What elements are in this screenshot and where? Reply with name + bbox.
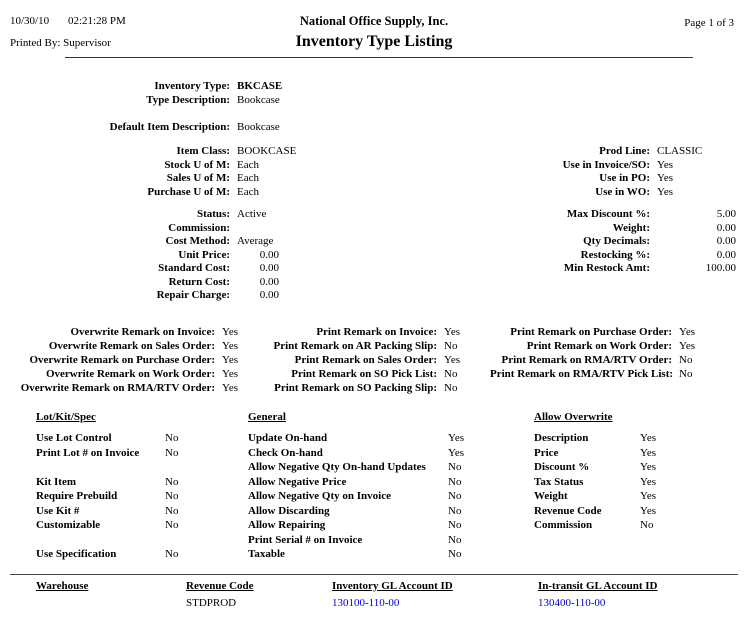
option-label: Print Lot # on Invoice bbox=[36, 446, 140, 459]
option-row bbox=[248, 547, 534, 562]
option-row bbox=[36, 431, 248, 446]
report-time: 02:21:28 PM bbox=[68, 15, 126, 27]
field-label: Purchase U of M: bbox=[147, 185, 230, 198]
field-value: CLASSIC bbox=[657, 145, 703, 157]
field-value: 0.00 bbox=[259, 289, 279, 301]
option-label: Taxable bbox=[248, 548, 285, 560]
field-value: 0.00 bbox=[716, 221, 736, 234]
option-label: Price bbox=[534, 446, 559, 459]
field-label: Inventory Type: bbox=[154, 80, 230, 92]
field-row bbox=[10, 107, 738, 121]
option-row bbox=[248, 533, 534, 548]
option-value: No bbox=[448, 548, 462, 560]
option-label: Print Serial # on Invoice bbox=[248, 533, 363, 546]
field-label: Overwrite Remark on Purchase Order: bbox=[29, 353, 215, 366]
revenue-code-header: Revenue Code bbox=[186, 579, 254, 592]
option-value: Yes bbox=[640, 490, 657, 502]
pricing-section bbox=[10, 208, 738, 303]
general-column bbox=[248, 410, 534, 562]
overwrite-remarks-column bbox=[10, 325, 256, 395]
field-value: No bbox=[679, 353, 693, 366]
option-row bbox=[36, 518, 248, 533]
field-value: Yes bbox=[444, 325, 461, 338]
field-label: Standard Cost: bbox=[158, 262, 230, 274]
option-label: Kit Item bbox=[36, 475, 77, 488]
option-row bbox=[248, 431, 534, 446]
field-row bbox=[256, 381, 490, 395]
field-value: No bbox=[679, 367, 693, 380]
option-row bbox=[534, 446, 738, 461]
option-label: Discount % bbox=[534, 461, 590, 473]
option-row bbox=[248, 489, 534, 504]
field-label: Use in PO: bbox=[599, 172, 650, 184]
field-label: Weight: bbox=[612, 221, 650, 234]
field-label: Prod Line: bbox=[599, 145, 650, 157]
option-value: Yes bbox=[448, 446, 465, 459]
lot-kit-spec-list bbox=[36, 431, 248, 562]
general-list bbox=[248, 431, 534, 562]
field-value: Yes bbox=[657, 185, 674, 198]
footer-rule bbox=[10, 574, 738, 575]
general-header: General bbox=[248, 410, 286, 423]
field-row bbox=[10, 159, 340, 173]
field-row bbox=[465, 208, 738, 222]
field-row bbox=[465, 235, 738, 249]
option-label: Use Lot Control bbox=[36, 432, 112, 444]
intransit-gl-link[interactable]: 130400-110-00 bbox=[538, 596, 606, 609]
field-label: Print Remark on AR Packing Slip: bbox=[273, 339, 437, 352]
field-row bbox=[465, 145, 738, 159]
option-row bbox=[248, 518, 534, 533]
field-value: Each bbox=[237, 158, 259, 171]
option-row bbox=[36, 533, 248, 548]
lot-kit-spec-column bbox=[36, 410, 248, 562]
option-row bbox=[36, 504, 248, 519]
option-row bbox=[248, 446, 534, 461]
uom-column bbox=[10, 145, 340, 199]
field-row bbox=[10, 80, 738, 94]
field-row bbox=[10, 145, 340, 159]
field-row bbox=[10, 121, 738, 135]
option-label: Allow Repairing bbox=[248, 519, 326, 531]
option-value: No bbox=[165, 446, 179, 459]
report-date: 10/30/10 bbox=[10, 15, 50, 27]
field-label: Qty Decimals: bbox=[583, 235, 650, 247]
field-value: Each bbox=[237, 185, 259, 198]
field-label: Min Restock Amt: bbox=[563, 262, 650, 274]
option-label: Revenue Code bbox=[534, 504, 602, 517]
inventory-gl-header: Inventory GL Account ID bbox=[332, 579, 453, 592]
field-label: Use in WO: bbox=[595, 185, 650, 198]
option-label: Weight bbox=[534, 490, 568, 502]
option-value: No bbox=[165, 519, 179, 531]
report-title: Inventory Type Listing bbox=[295, 33, 453, 50]
option-value: No bbox=[448, 461, 462, 473]
field-label: Print Remark on SO Pick List: bbox=[291, 367, 437, 380]
field-value: Yes bbox=[222, 339, 239, 352]
option-value: Yes bbox=[640, 446, 657, 459]
uom-prodline-section bbox=[10, 145, 738, 199]
field-label: Restocking %: bbox=[580, 248, 650, 261]
option-value: Yes bbox=[640, 504, 657, 517]
option-value: No bbox=[640, 519, 654, 531]
option-value: Yes bbox=[640, 475, 657, 488]
field-row bbox=[10, 381, 256, 395]
discount-restock-column bbox=[465, 208, 738, 303]
option-value: No bbox=[165, 504, 179, 517]
field-row bbox=[10, 94, 738, 108]
field-row bbox=[490, 353, 738, 367]
field-label: Print Remark on Purchase Order: bbox=[510, 325, 672, 338]
field-label: Print Remark on RMA/RTV Order: bbox=[501, 353, 672, 366]
inventory-gl-link[interactable]: 130100-110-00 bbox=[332, 596, 400, 609]
printed-by: Printed By: Supervisor bbox=[10, 37, 111, 49]
field-value: Yes bbox=[222, 325, 239, 338]
field-label: Print Remark on Invoice: bbox=[316, 325, 437, 338]
field-value: Active bbox=[237, 208, 267, 220]
option-label: Require Prebuild bbox=[36, 490, 118, 502]
field-value: No bbox=[444, 367, 458, 380]
print-remarks-column bbox=[256, 325, 490, 395]
option-value: Yes bbox=[640, 432, 657, 444]
field-label: Repair Charge: bbox=[156, 289, 230, 301]
gl-table bbox=[10, 579, 738, 611]
field-value: Each bbox=[237, 172, 259, 184]
option-value: No bbox=[165, 490, 179, 502]
field-row bbox=[465, 249, 738, 263]
options-section bbox=[10, 410, 738, 562]
gl-table-header bbox=[36, 579, 738, 594]
field-value: BOOKCASE bbox=[237, 145, 297, 157]
page-indicator: Page 1 of 3 bbox=[684, 17, 734, 29]
field-value: 100.00 bbox=[705, 262, 736, 274]
option-row bbox=[534, 489, 738, 504]
option-label bbox=[36, 460, 165, 475]
field-value: Bookcase bbox=[237, 120, 280, 133]
option-value: No bbox=[165, 475, 179, 488]
option-value: No bbox=[448, 475, 462, 488]
field-value: 5.00 bbox=[716, 208, 736, 220]
field-label: Status: bbox=[196, 208, 230, 220]
field-value: Yes bbox=[444, 353, 461, 366]
field-label: Overwrite Remark on RMA/RTV Order: bbox=[20, 381, 215, 394]
field-row bbox=[490, 325, 738, 339]
allow-overwrite-column bbox=[534, 410, 738, 562]
field-row bbox=[10, 235, 340, 249]
company-name: National Office Supply, Inc. bbox=[299, 14, 449, 28]
warehouse-value bbox=[36, 596, 186, 611]
option-value: No bbox=[448, 504, 462, 517]
field-value: BKCASE bbox=[237, 80, 283, 92]
field-value: No bbox=[444, 339, 458, 352]
option-value: No bbox=[165, 548, 179, 560]
gl-table-row bbox=[36, 596, 738, 611]
option-label: Allow Negative Qty On-hand Updates bbox=[248, 461, 426, 473]
field-row bbox=[10, 186, 340, 200]
field-label: Sales U of M: bbox=[166, 172, 230, 184]
field-label: Print Remark on Sales Order: bbox=[294, 353, 437, 366]
field-row bbox=[465, 262, 738, 276]
field-row bbox=[10, 353, 256, 367]
option-value: No bbox=[448, 519, 462, 531]
option-row bbox=[248, 504, 534, 519]
option-label: Update On-hand bbox=[248, 432, 328, 444]
option-value: No bbox=[165, 432, 179, 444]
prodline-column bbox=[465, 145, 738, 199]
field-value: Yes bbox=[679, 325, 696, 338]
option-row bbox=[248, 475, 534, 490]
field-label: Overwrite Remark on Work Order: bbox=[45, 367, 215, 380]
field-row bbox=[490, 339, 738, 353]
header-rule bbox=[65, 57, 693, 58]
field-row bbox=[256, 367, 490, 381]
field-label: Overwrite Remark on Invoice: bbox=[70, 325, 215, 338]
option-label bbox=[36, 533, 165, 548]
field-value: Yes bbox=[657, 158, 674, 171]
field-value: Yes bbox=[222, 367, 239, 380]
field-row bbox=[465, 222, 738, 236]
field-row bbox=[256, 325, 490, 339]
option-label: Use Kit # bbox=[36, 504, 80, 517]
field-label: Stock U of M: bbox=[164, 158, 230, 171]
option-label: Allow Negative Qty on Invoice bbox=[248, 490, 391, 502]
field-row bbox=[10, 339, 256, 353]
remarks-section bbox=[10, 325, 738, 395]
option-label: Tax Status bbox=[534, 475, 584, 488]
field-label: Default Item Description: bbox=[109, 120, 230, 133]
allow-overwrite-list bbox=[534, 431, 738, 533]
option-row bbox=[36, 547, 248, 562]
field-value: Average bbox=[237, 235, 274, 247]
field-row bbox=[10, 262, 340, 276]
revenue-code-value: STDPROD bbox=[186, 596, 237, 609]
intransit-gl-header: In-transit GL Account ID bbox=[538, 579, 658, 592]
field-value: Yes bbox=[679, 339, 696, 352]
field-row bbox=[10, 222, 340, 236]
type-identification-section bbox=[10, 80, 738, 134]
option-value: No bbox=[448, 490, 462, 502]
field-label: Print Remark on Work Order: bbox=[526, 339, 672, 352]
print-remarks-po-column bbox=[490, 325, 738, 395]
option-label: Description bbox=[534, 432, 589, 444]
field-row bbox=[465, 159, 738, 173]
field-row bbox=[10, 367, 256, 381]
field-label bbox=[10, 107, 230, 121]
field-row bbox=[10, 325, 256, 339]
option-row bbox=[534, 504, 738, 519]
option-value: No bbox=[448, 533, 462, 546]
field-value: 0.00 bbox=[259, 248, 279, 261]
field-label: Item Class: bbox=[176, 145, 230, 157]
field-value: Bookcase bbox=[237, 93, 280, 106]
option-row bbox=[36, 489, 248, 504]
report-header bbox=[10, 0, 738, 62]
field-row bbox=[256, 339, 490, 353]
field-value: No bbox=[444, 381, 458, 394]
option-label: Commission bbox=[534, 519, 593, 531]
option-label: Allow Discarding bbox=[248, 504, 330, 517]
field-value: 0.00 bbox=[716, 235, 736, 247]
field-value: 0.00 bbox=[259, 275, 279, 288]
option-value: Yes bbox=[448, 432, 465, 444]
field-row bbox=[465, 172, 738, 186]
field-row bbox=[10, 289, 340, 303]
field-label: Max Discount %: bbox=[566, 208, 650, 220]
option-row bbox=[534, 518, 738, 533]
option-row bbox=[36, 460, 248, 475]
field-label: Commission: bbox=[168, 221, 230, 234]
field-value: Yes bbox=[222, 353, 239, 366]
field-row bbox=[465, 186, 738, 200]
option-row bbox=[534, 431, 738, 446]
field-label: Return Cost: bbox=[168, 275, 230, 288]
warehouse-header: Warehouse bbox=[36, 579, 89, 592]
option-row bbox=[534, 460, 738, 475]
option-row bbox=[534, 475, 738, 490]
field-label: Print Remark on SO Packing Slip: bbox=[274, 381, 437, 394]
field-label: Use in Invoice/SO: bbox=[562, 158, 650, 171]
field-value: 0.00 bbox=[716, 248, 736, 261]
allow-overwrite-header: Allow Overwrite bbox=[534, 410, 613, 423]
field-row bbox=[10, 249, 340, 263]
field-row bbox=[10, 208, 340, 222]
field-label: Print Remark on RMA/RTV Pick List: bbox=[490, 367, 674, 380]
field-value: Yes bbox=[657, 172, 674, 184]
field-label: Cost Method: bbox=[165, 235, 230, 247]
option-label: Check On-hand bbox=[248, 446, 323, 459]
field-value: 0.00 bbox=[259, 262, 279, 274]
lot-kit-spec-header: Lot/Kit/Spec bbox=[36, 410, 96, 423]
field-row bbox=[490, 367, 738, 381]
status-cost-column bbox=[10, 208, 340, 303]
option-row bbox=[36, 475, 248, 490]
field-value: Yes bbox=[222, 381, 239, 394]
option-label: Use Specification bbox=[36, 548, 117, 560]
option-label: Customizable bbox=[36, 519, 101, 531]
option-row bbox=[36, 446, 248, 461]
option-label: Allow Negative Price bbox=[248, 475, 347, 488]
field-row bbox=[10, 276, 340, 290]
field-row bbox=[256, 353, 490, 367]
field-label: Overwrite Remark on Sales Order: bbox=[48, 339, 215, 352]
field-label: Unit Price: bbox=[178, 248, 230, 261]
field-label: Type Description: bbox=[146, 93, 230, 106]
option-value: Yes bbox=[640, 461, 657, 473]
field-row bbox=[10, 172, 340, 186]
option-row bbox=[248, 460, 534, 475]
